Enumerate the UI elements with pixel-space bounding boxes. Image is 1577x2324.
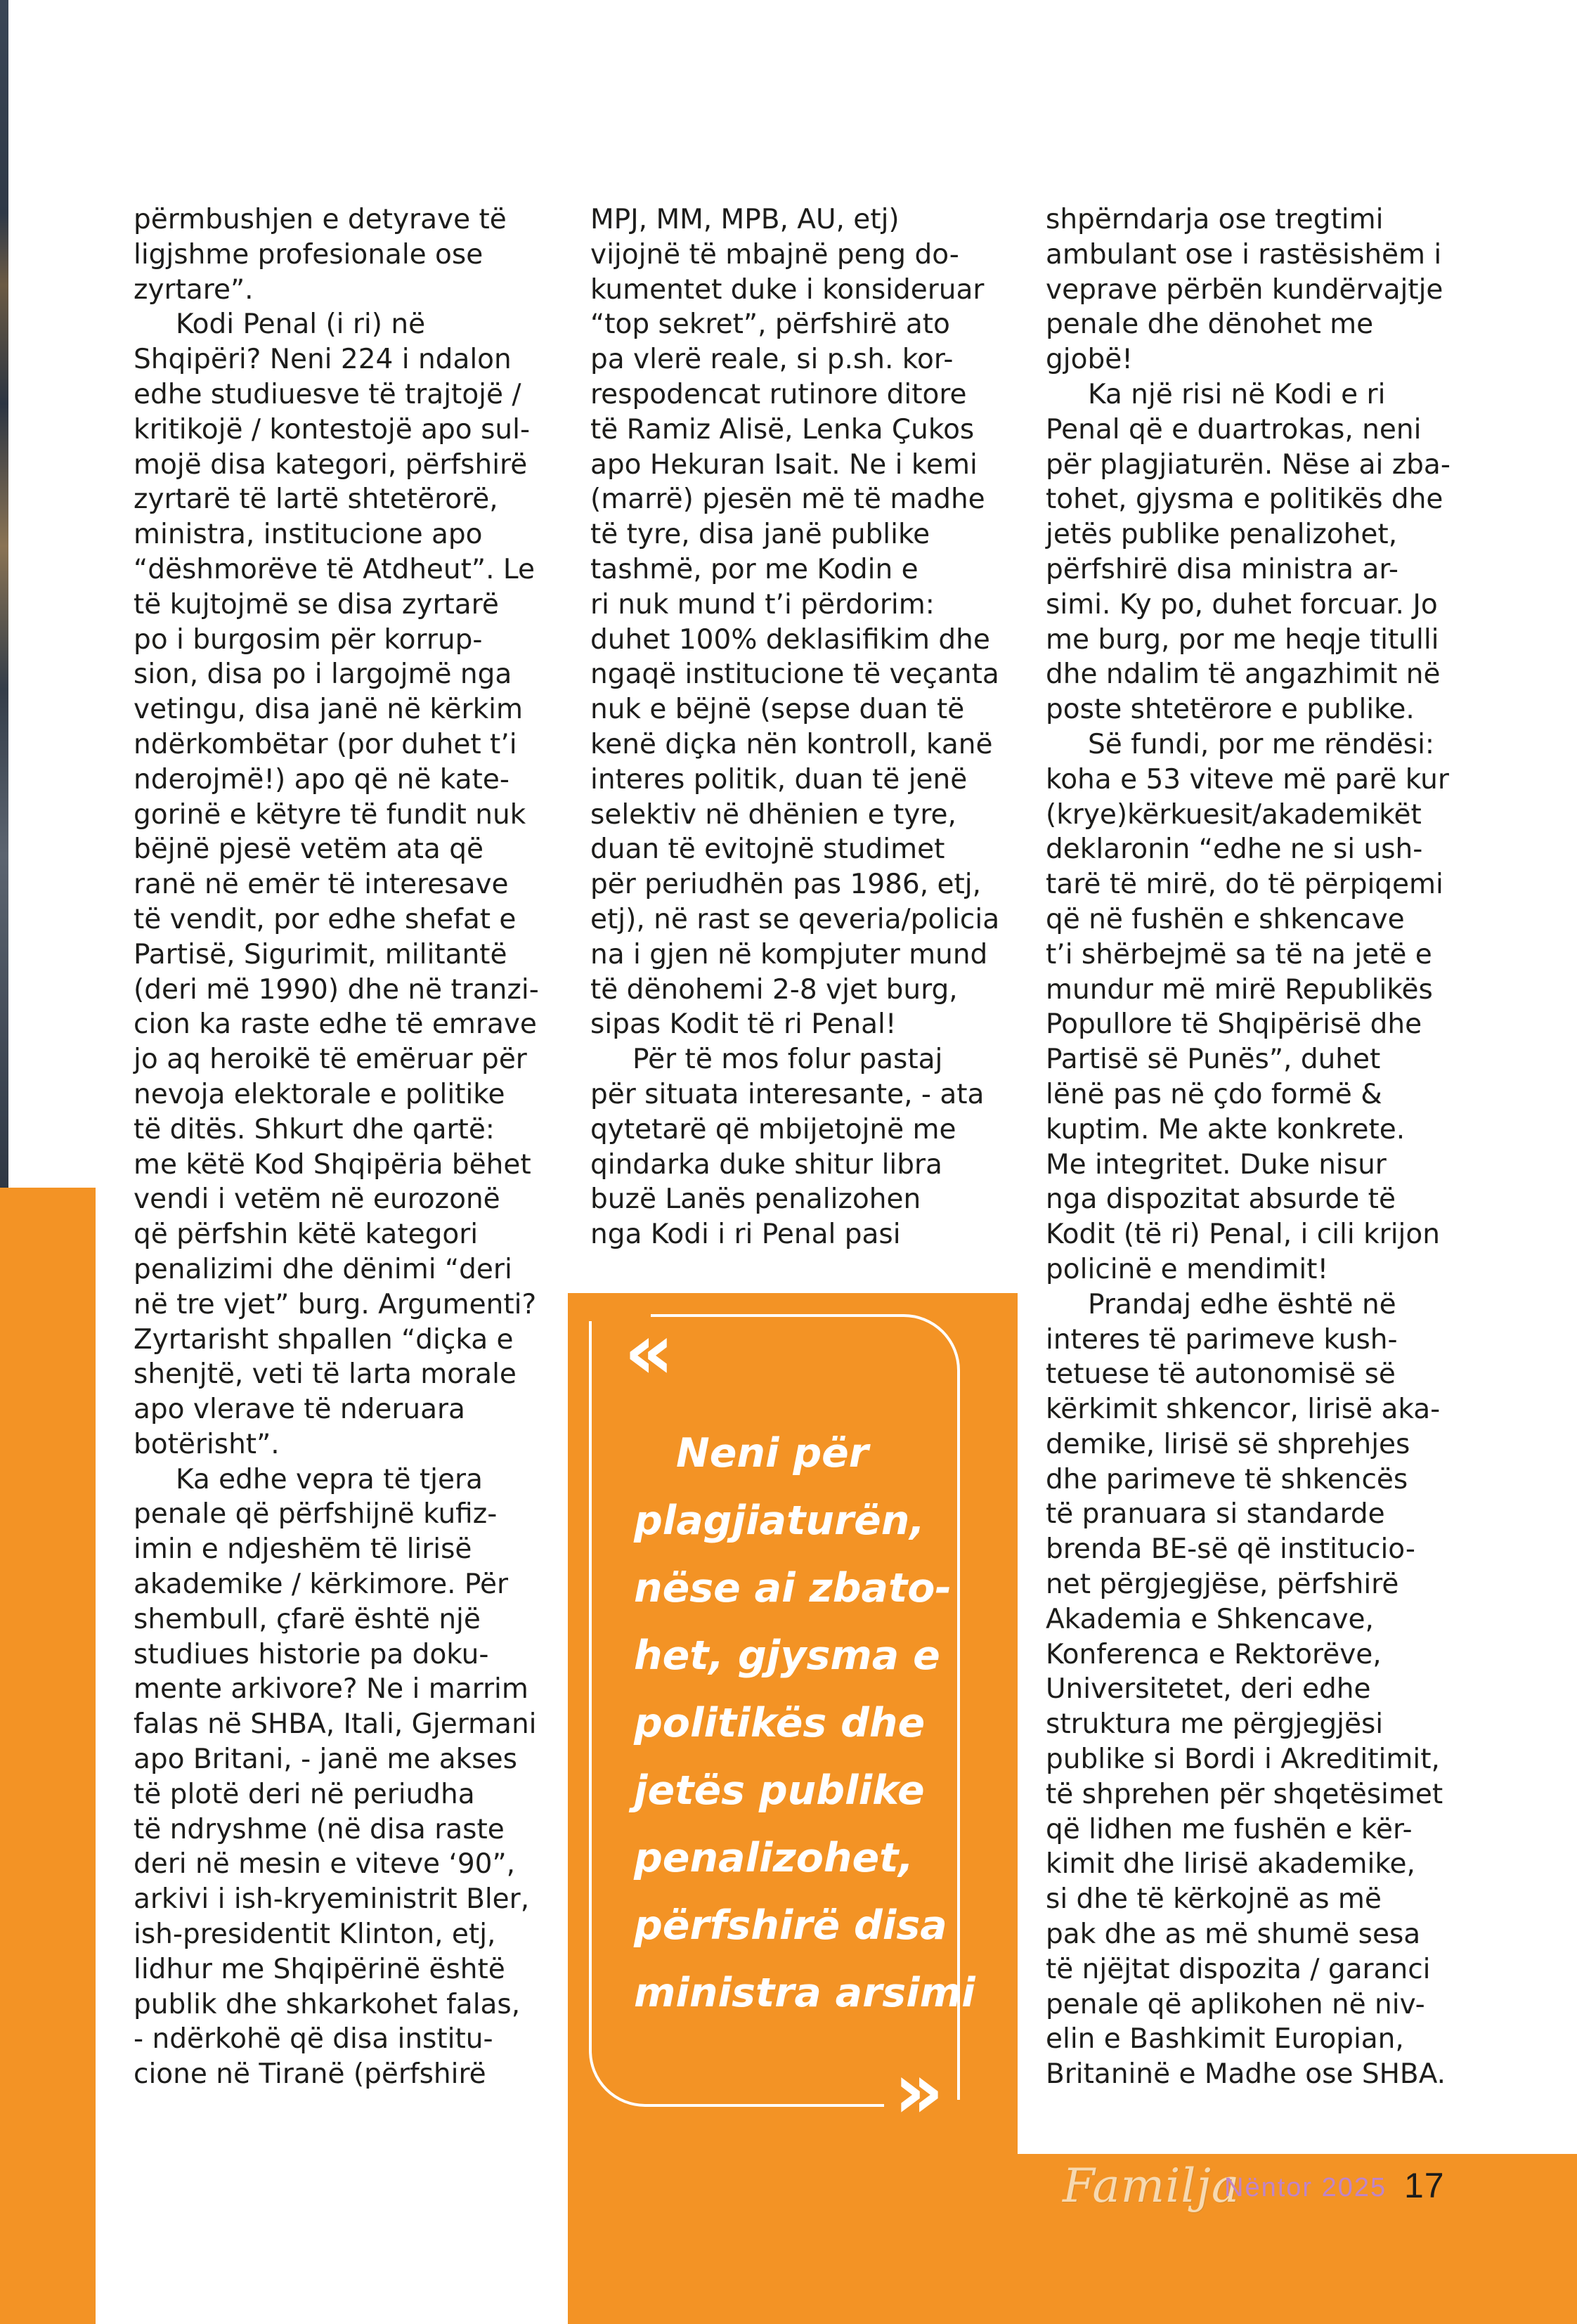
text-line: kuptim. Me akte konkrete. [1046,1113,1406,1145]
text-line: të dënohemi 2-8 vjet burg, [590,973,958,1006]
text-line: dhe parimeve të shkencës [1046,1463,1408,1495]
text-line: Akademia e Shkencave, [1046,1603,1374,1635]
text-line: të plotë deri në periudha [134,1778,475,1810]
text-line: imin e ndjeshëm të lirisë [134,1533,472,1566]
text-line: “dëshmorëve të Atdheut”. Le [134,553,535,585]
article-column-1 [134,202,539,2092]
text-line: gjobë! [1046,344,1133,376]
text-line: ligjshme profesionale ose [134,238,484,271]
text-line: brenda BE-së që institucio- [1046,1533,1415,1566]
text-line: penale që përfshijnë kufiz- [134,1498,498,1531]
open-quote-icon: « [624,1306,675,1396]
text-line: Partisë së Punës”, duhet [1046,1044,1381,1076]
text-line: respodencat rutinore ditore [590,378,967,410]
text-line: për plagjiaturën. Nëse ai zba- [1046,448,1451,481]
text-line: apo Britani, - janë me akses [134,1744,517,1776]
text-line: cion ka raste edhe të emrave [134,1008,537,1041]
text-line: cione në Tiranë (përfshirë [134,2058,486,2091]
text-line: me burg, por me heqje titulli [1046,623,1439,656]
text-line: simi. Ky po, duhet forcuar. Jo [1046,588,1438,621]
text-line: publike si Bordi i Akreditimit, [1046,1744,1440,1776]
text-line: nga dispozitat absurde të [1046,1183,1396,1216]
text-line: të njëjtat dispozita / garanci [1046,1953,1431,1985]
text-line: lënë pas në çdo formë & [1046,1078,1382,1110]
text-line: të kujtojmë se disa zyrtarë [134,588,499,621]
text-line: jetës publike penalizohet, [1046,519,1398,551]
text-line: buzë Lanës penalizohen [590,1183,921,1216]
text-line: në tre vjet” burg. Argumenti? [134,1288,537,1320]
text-line: qytetarë që mbijetojnë me [590,1113,956,1145]
text-line: jo aq heroikë të emëruar për [134,1044,527,1076]
text-line: ndërkombëtar (por duhet t’i [134,728,517,760]
text-line: pa vlerë reale, si p.sh. kor- [590,344,954,376]
text-line: interes politik, duan të jenë [590,763,968,796]
text-line: selektiv në dhënien e tyre, [590,798,956,831]
text-line: pak dhe as më shumë sesa [1046,1919,1421,1951]
issue-date: Nëntor 2025 [1224,2173,1387,2202]
text-line: (deri më 1990) dhe në tranzi- [134,973,539,1006]
article-column-2 [590,202,999,1252]
text-line: penale dhe dënohet me [1046,309,1374,341]
text-line: ambulant ose i rastësishëm i [1046,238,1442,271]
text-line: për periudhën pas 1986, etj, [590,869,982,901]
text-line: të pranuara si standarde [1046,1498,1385,1531]
text-line: penalizimi dhe dënimi “deri [134,1253,512,1285]
text-line: vendi i vetëm në eurozonë [134,1183,500,1216]
text-line: të Ramiz Alisë, Lenka Çukos [590,413,975,446]
text-line: nga Kodi i ri Penal pasi [590,1219,901,1251]
text-line: elin e Bashkimit Europian, [1046,2023,1404,2056]
text-line: policinë e mendimit! [1046,1253,1329,1285]
text-line: nevoja elektorale e politike [134,1078,505,1110]
text-line: përfshirë disa ministra ar- [1046,553,1398,585]
text-line: të tyre, disa janë publike [590,519,930,551]
magazine-logo: Familja [1063,2159,1240,2213]
text-line: po i burgosim për korrup- [134,623,483,656]
text-line: Së fundi, por me rëndësi: [1088,728,1435,760]
text-line: të ditës. Shkurt dhe qartë: [134,1113,495,1145]
text-line: Zyrtarisht shpallen “diçka e [134,1323,514,1356]
text-line: falas në SHBA, Itali, Gjermani [134,1708,537,1741]
orange-block-left [0,1188,96,2324]
text-line: “top sekret”, përfshirë ato [590,309,950,341]
text-line: net përgjegjëse, përfshirë [1046,1569,1399,1601]
text-line: lidhur me Shqipërinë është [134,1953,505,1985]
text-line: tohet, gjysma e politikës dhe [1046,483,1443,516]
close-quote-icon: » [894,2046,945,2136]
text-line: Konferenca e Rektorëve, [1046,1638,1382,1670]
text-line: na i gjen në kompjuter mund [590,938,988,971]
text-line: duan të evitojnë studimet [590,833,945,866]
text-line: nderojmë!) apo që në kate- [134,763,510,796]
text-line: që lidhen me fushën e kër- [1046,1813,1413,1845]
text-line: mojë disa kategori, përfshirë [134,448,528,481]
text-line: demike, lirisë së shprehjes [1046,1428,1410,1460]
text-line: MPJ, MM, MPB, AU, etj) [590,204,900,235]
text-line: sipas Kodit të ri Penal! [590,1008,897,1041]
text-line: kimit dhe lirisë akademike, [1046,1848,1415,1881]
text-line: mundur më mirë Republikës [1046,973,1433,1006]
pullquote-line: Neni për [676,1430,869,1476]
text-line: ish-presidentit Klinton, etj, [134,1919,496,1951]
pullquote-line: nëse ai zbato- [634,1565,952,1611]
text-line: Me integritet. Duke nisur [1046,1148,1387,1181]
text-line: Kodi Penal (i ri) në [176,309,426,341]
text-line: Prandaj edhe është në [1088,1288,1396,1320]
text-line: deklaronin “edhe ne si ush- [1046,833,1423,866]
text-line: Për të mos folur pastaj [632,1044,943,1076]
text-line: përmbushjen e detyrave të [134,204,507,235]
pullquote-line: plagjiaturën, [634,1498,925,1544]
text-line: t’i shërbejmë sa të na jetë e [1046,938,1432,971]
pullquote-line: jetës publike [634,1767,925,1814]
pullquote-line: përfshirë disa [634,1902,947,1949]
text-line: shpërndarja ose tregtimi [1046,204,1384,235]
text-line: studiues historie pa doku- [134,1638,489,1670]
text-line: ri nuk mund t’i përdorim: [590,588,935,621]
text-line: struktura me përgjegjësi [1046,1708,1384,1741]
text-line: veprave përbën kundërvajtje [1046,273,1443,306]
pullquote-line: ministra arsimi [634,1970,975,2016]
text-line: që përfshin këtë kategori [134,1219,479,1251]
text-line: akademike / kërkimore. Për [134,1569,509,1601]
text-line: Universitetet, deri edhe [1046,1673,1371,1706]
text-line: zyrtare”. [134,273,254,306]
text-line: shembull, çfarë është një [134,1603,481,1635]
text-line: për situata interesante, - ata [590,1078,985,1110]
text-line: edhe studiuesve të trajtojë / [134,378,521,410]
pullquote-text [634,1420,975,2027]
text-line: shenjtë, veti të larta morale [134,1358,517,1391]
text-line: tashmë, por me Kodin e [590,553,919,585]
text-line: deri në mesin e viteve ‘90”, [134,1848,516,1881]
text-line: të ndryshme (në disa raste [134,1813,505,1845]
pullquote-line: het, gjysma e [634,1632,940,1679]
text-line: zyrtarë të lartë shtetërorë, [134,483,498,516]
text-line: që në fushën e shkencave [1046,903,1405,935]
text-line: koha e 53 viteve më parë kur [1046,763,1449,796]
text-line: me këtë Kod Shqipëria bëhet [134,1148,531,1181]
text-line: - ndërkohë që disa institu- [134,2023,493,2056]
text-line: të vendit, por edhe shefat e [134,903,517,935]
text-line: Britaninë e Madhe ose SHBA. [1046,2058,1446,2091]
text-line: Penal që e duartrokas, neni [1046,413,1422,446]
text-line: si dhe të kërkojnë as më [1046,1883,1382,1916]
left-edge-photo-strip [0,0,8,1188]
text-line: Partisë, Sigurimit, militantë [134,938,507,971]
text-line: publik dhe shkarkohet falas, [134,1988,521,2020]
text-line: etj), në rast se qeveria/policia [590,903,1000,935]
text-line: vetingu, disa janë në kërkim [134,694,523,726]
article-column-3 [1046,202,1451,2092]
text-line: gorinë e këtyre të fundit nuk [134,798,526,831]
text-line: vijojnë të mbajnë peng do- [590,238,959,271]
text-line: arkivi i ish-kryeministrit Bler, [134,1883,530,1916]
text-line: nuk e bëjnë (sepse duan të [590,694,965,726]
text-line: Kodit (të ri) Penal, i cili krijon [1046,1219,1440,1251]
text-line: Shqipëri? Neni 224 i ndalon [134,344,512,376]
text-line: duhet 100% deklasifikim dhe [590,623,990,656]
text-line: ngaqë institucione të veçanta [590,658,999,691]
pullquote-line: penalizohet, [634,1835,914,1881]
text-line: apo vlerave të nderuara [134,1394,465,1426]
text-line: kërkimit shkencor, lirisë aka- [1046,1394,1441,1426]
text-line: tarë të mirë, do të përpiqemi [1046,869,1443,901]
text-line: (marrë) pjesën më të madhe [590,483,985,516]
text-line: qindarka duke shitur libra [590,1148,942,1181]
text-line: (krye)kërkuesit/akademikët [1046,798,1422,831]
text-line: tetuese të autonomisë së [1046,1358,1396,1391]
text-line: kenë diçka nën kontroll, kanë [590,728,993,760]
text-line: sion, disa po i largojmë nga [134,658,512,691]
text-line: kritikojë / kontestojë apo sul- [134,413,531,446]
text-line: kumentet duke i konsideruar [590,273,985,306]
text-line: apo Hekuran Isait. Ne i kemi [590,448,978,481]
text-line: të shprehen për shqetësimet [1046,1778,1443,1810]
text-line: Popullore të Shqipërisë dhe [1046,1008,1422,1041]
text-line: dhe ndalim të angazhimit në [1046,658,1441,691]
text-line: poste shtetërore e publike. [1046,694,1415,726]
text-line: penale që aplikohen në niv- [1046,1988,1425,2020]
pullquote-line: politikës dhe [634,1700,926,1746]
text-line: interes të parimeve kush- [1046,1323,1398,1356]
text-line: mente arkivore? Ne i marrim [134,1673,528,1706]
text-line: bëjnë pjesë vetëm ata që [134,833,484,866]
text-line: Ka edhe vepra të tjera [176,1463,483,1495]
text-line: ministra, institucione apo [134,519,483,551]
page-number: 17 [1404,2166,1445,2205]
text-line: Ka një risi në Kodi e ri [1088,378,1386,410]
text-line: ranë në emër të interesave [134,869,509,901]
text-line: botërisht”. [134,1428,280,1460]
